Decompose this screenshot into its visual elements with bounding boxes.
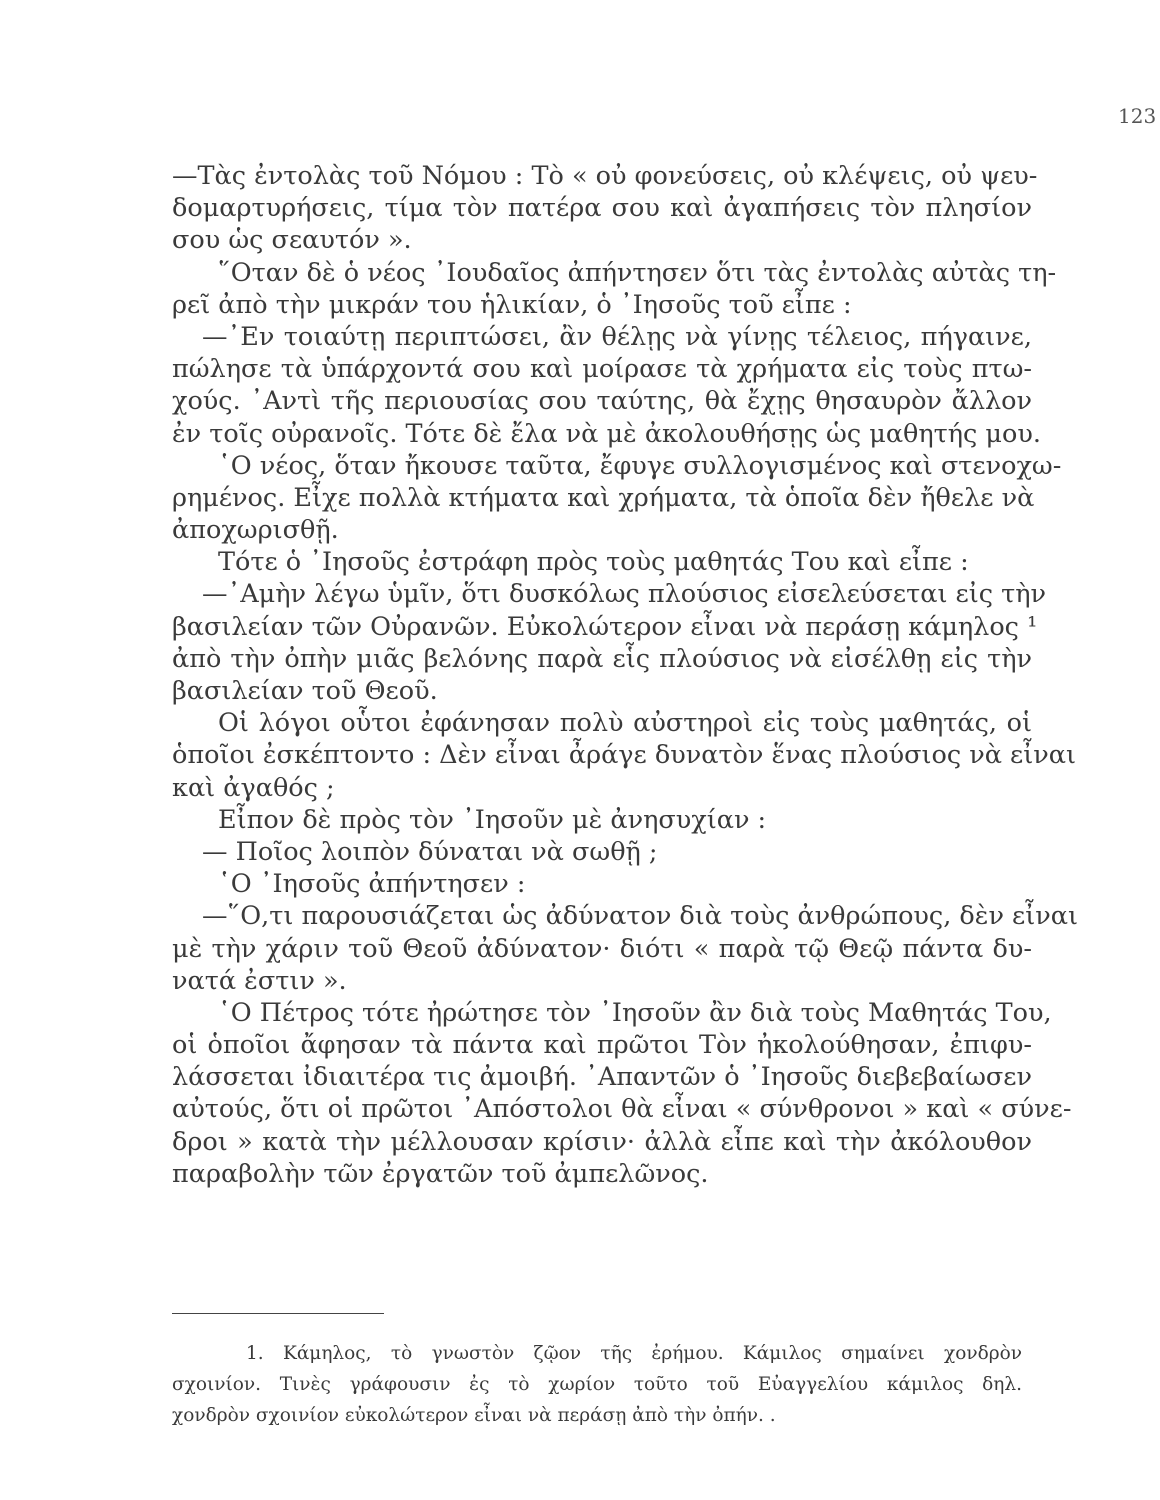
text-line: βασιλείαν τοῦ Θεοῦ. (172, 676, 438, 706)
text-line: βασιλείαν τῶν Οὐρανῶν. Εὐκολώτερον εἶναι νὰ περάσῃ κάμηλος ¹ (172, 611, 1038, 642)
text-line: —Τὰς ἐντολὰς τοῦ Νόμου : Τὸ « οὐ φονεύσεις, οὐ κλέψεις, οὐ ψευ- (172, 161, 1038, 191)
text-line: —῞Ο,τι παρουσιάζεται ὡς ἀδύνατον διὰ τοὺς ἀνθρώπους, δὲν εἶναι (202, 901, 1078, 932)
text-line: δροι » κατὰ τὴν μέλλουσαν κρίσιν· ἀλλὰ εἶπε καὶ τὴν ἀκόλουθον (172, 1126, 1032, 1157)
text-line: χούς. ᾿Αντὶ τῆς περιουσίας σου ταύτης, θὰ ἔχῃς θησαυρὸν ἄλλον (172, 386, 1032, 417)
text-line: ἐν τοῖς οὐρανοῖς. Τότε δὲ ἔλα νὰ μὲ ἀκολουθήσῃς ὡς μαθητής μου. (172, 418, 1041, 449)
text-line: ρεῖ ἀπὸ τὴν μικράν του ἡλικίαν, ὁ ᾿Ιησοῦς τοῦ εἶπε : (172, 289, 852, 320)
text-line: Οἱ λόγοι οὗτοι ἐφάνησαν πολὺ αὐστηροὶ εἰς τοὺς μαθητάς, οἱ (218, 708, 1032, 739)
text-line: μὲ τὴν χάριν τοῦ Θεοῦ ἀδύνατον· διότι « παρὰ τῷ Θεῷ πάντα δυ- (172, 933, 1032, 964)
text-line: Εἶπον δὲ πρὸς τὸν ᾿Ιησοῦν μὲ ἀνησυχίαν : (218, 804, 767, 835)
footnotes (172, 1338, 1022, 1431)
footnote-line: σχοινίον. Τινὲς γράφουσιν ἐς τὸ χωρίον τοῦτο τοῦ Εὐαγγελίου κάμιλος δηλ. (172, 1374, 1022, 1395)
text-line: Τότε ὁ ᾿Ιησοῦς ἐστράφη πρὸς τοὺς μαθητάς Του καὶ εἶπε : (218, 547, 969, 578)
text-line: ῞Οταν δὲ ὁ νέος ᾿Ιουδαῖος ἀπήντησεν ὅτι τὰς ἐντολὰς αὐτὰς τη- (218, 257, 1057, 288)
text-line: σου ὡς σεαυτόν ». (172, 225, 412, 256)
text-line: —᾿Εν τοιαύτῃ περιπτώσει, ἂν θέλῃς νὰ γίνῃς τέλειος, πήγαινε, (202, 321, 1032, 352)
text-line: λάσσεται ἰδιαιτέρα τις ἀμοιβή. ᾿Απαντῶν ὁ ᾿Ιησοῦς διεβεβαίωσεν (172, 1062, 1032, 1093)
text-line: —᾿Αμὴν λέγω ὑμῖν, ὅτι δυσκόλως πλούσιος εἰσελεύσεται εἰς τὴν (202, 579, 1047, 610)
text-line: ἀποχωρισθῇ. (172, 515, 339, 546)
text-line: ῾Ο νέος, ὅταν ἤκουσε ταῦτα, ἔφυγε συλλογισμένος καὶ στενοχω- (218, 450, 1062, 481)
page-number: 123 (1118, 104, 1157, 128)
text-line: καὶ ἀγαθός ; (172, 772, 335, 803)
text-line: ἀπὸ τὴν ὀπὴν μιᾶς βελόνης παρὰ εἷς πλούσιος νὰ εἰσέλθῃ εἰς τὴν (172, 643, 1032, 674)
footnote-divider (172, 1313, 384, 1314)
footnote-line: χονδρὸν σχοινίον εὐκολώτερον εἶναι νὰ περάσῃ ἀπὸ τὴν ὀπήν. . (172, 1405, 776, 1426)
text-line: νατά ἐστιν ». (172, 965, 347, 996)
text-line: ῾Ο Πέτρος τότε ἠρώτησε τὸν ᾿Ιησοῦν ἂν διὰ τοὺς Μαθητάς Του, (218, 997, 1052, 1028)
text-line: οἱ ὁποῖοι ἄφησαν τὰ πάντα καὶ πρῶτοι Τὸν ἠκολούθησαν, ἐπιφυ- (172, 1030, 1032, 1061)
text-line: παραβολὴν τῶν ἐργατῶν τοῦ ἀμπελῶνος. (172, 1158, 709, 1189)
text-line: — Ποῖος λοιπὸν δύναται νὰ σωθῇ ; (202, 836, 658, 867)
body-text (172, 160, 1078, 1190)
footnote-line: 1. Κάμηλος, τὸ γνωστὸν ζῷον τῆς ἐρήμου. Κάμιλος σημαίνει χονδρὸν (246, 1343, 1022, 1364)
text-line: ρημένος. Εἶχε πολλὰ κτήματα καὶ χρήματα, τὰ ὁποῖα δὲν ἤθελε νὰ (172, 482, 1035, 513)
text-line: αὐτούς, ὅτι οἱ πρῶτοι ᾿Απόστολοι θὰ εἶναι « σύνθρονοι » καὶ « σύνε- (172, 1094, 1072, 1125)
text-line: ὁποῖοι ἐσκέπτοντο : Δὲν εἶναι ἆράγε δυνατὸν ἕνας πλούσιος νὰ εἶναι (172, 740, 1076, 771)
text-line: ῾Ο ᾿Ιησοῦς ἀπήντησεν : (218, 869, 526, 900)
text-line: πώλησε τὰ ὑπάρχοντά σου καὶ μοίρασε τὰ χρήματα εἰς τοὺς πτω- (172, 354, 1032, 385)
text-line: δομαρτυρήσεις, τίμα τὸν πατέρα σου καὶ ἀγαπήσεις τὸν πλησίον (172, 193, 1032, 224)
